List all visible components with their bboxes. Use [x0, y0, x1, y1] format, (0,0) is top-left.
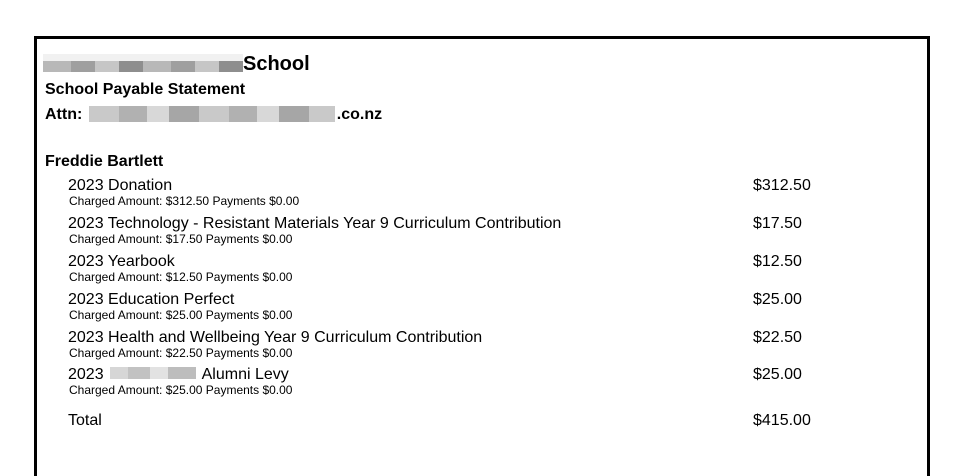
item-amount: $312.50	[753, 177, 811, 194]
item-description: 2023 Donation	[68, 177, 173, 194]
line-item	[68, 329, 898, 363]
redacted-school-name	[110, 367, 196, 379]
item-detail: Charged Amount: $17.50 Payments $0.00	[69, 232, 293, 246]
line-item	[68, 177, 898, 211]
item-amount: $17.50	[753, 215, 802, 232]
item-description-prefix: 2023	[68, 366, 104, 383]
item-description	[68, 366, 289, 384]
item-description: 2023 Technology - Resistant Materials Year 9 Curriculum Contribution	[68, 215, 562, 232]
attn-domain-suffix: .co.nz	[336, 106, 383, 123]
item-amount: $12.50	[753, 253, 802, 270]
line-item	[68, 291, 898, 325]
line-item	[68, 253, 898, 287]
total-label: Total	[68, 412, 102, 429]
redacted-school-name	[43, 54, 243, 72]
total-amount: $415.00	[753, 412, 811, 429]
redacted-email	[89, 106, 335, 122]
line-item	[68, 366, 898, 400]
statement-title: School Payable Statement	[45, 81, 246, 98]
school-name-suffix: School	[243, 53, 310, 75]
item-detail: Charged Amount: $12.50 Payments $0.00	[69, 270, 293, 284]
statement-document	[34, 36, 930, 476]
item-description: 2023 Yearbook	[68, 253, 175, 270]
student-name: Freddie Bartlett	[45, 153, 164, 170]
item-detail: Charged Amount: $25.00 Payments $0.00	[69, 383, 293, 397]
item-description-suffix: Alumni Levy	[201, 366, 289, 383]
total-row	[68, 412, 898, 432]
item-amount: $25.00	[753, 366, 802, 383]
item-detail: Charged Amount: $312.50 Payments $0.00	[69, 194, 300, 208]
item-description: 2023 Education Perfect	[68, 291, 235, 308]
attn-label: Attn:	[45, 106, 83, 123]
item-detail: Charged Amount: $25.00 Payments $0.00	[69, 308, 293, 322]
item-description: 2023 Health and Wellbeing Year 9 Curriculum Contribution	[68, 329, 483, 346]
attn-line	[45, 106, 382, 124]
line-item	[68, 215, 898, 249]
item-amount: $25.00	[753, 291, 802, 308]
item-amount: $22.50	[753, 329, 802, 346]
school-name	[43, 53, 310, 76]
item-detail: Charged Amount: $22.50 Payments $0.00	[69, 346, 293, 360]
